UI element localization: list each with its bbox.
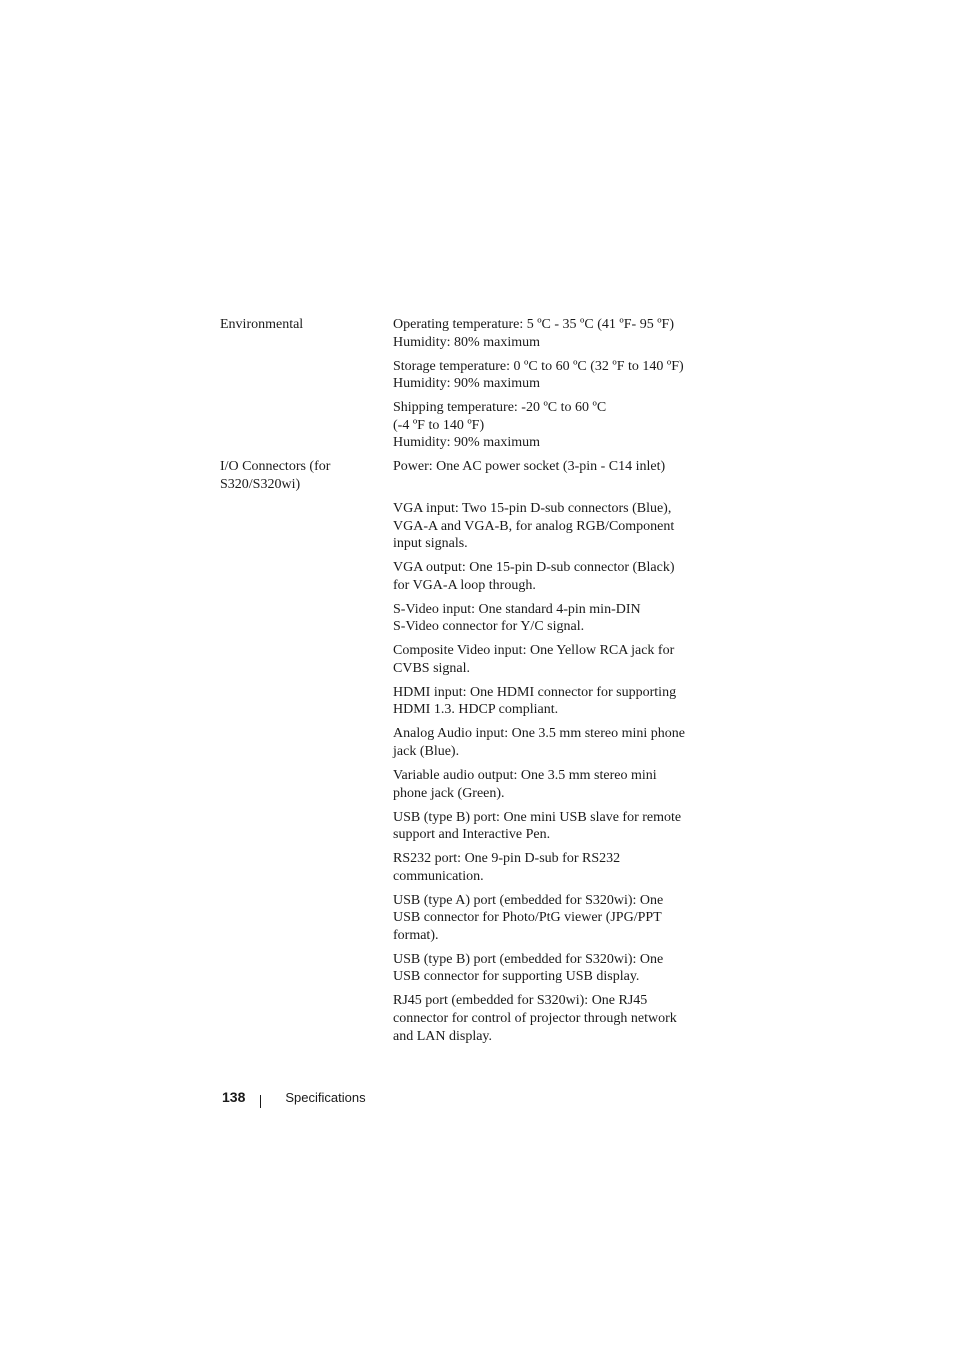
page-footer [222, 1088, 366, 1108]
spec-label-line: I/O Connectors (for [220, 459, 331, 475]
spec-line: CVBS signal. [393, 660, 471, 676]
spec-item [393, 316, 710, 351]
spec-line: phone jack (Green). [393, 785, 505, 801]
spec-label [220, 458, 393, 1051]
spec-line: Variable audio output: One 3.5 mm stereo mini [393, 767, 657, 783]
spec-item [393, 892, 710, 945]
spec-item [393, 399, 710, 452]
spec-item [393, 951, 710, 986]
spec-line: VGA input: Two 15-pin D-sub connectors (Blue), [393, 500, 672, 516]
page-number: 138 [222, 1089, 246, 1105]
spec-item [393, 559, 710, 594]
spec-row-io-connectors [220, 458, 710, 1051]
spec-item [393, 767, 710, 802]
spec-line: Power: One AC power socket (3-pin - C14 inlet) [393, 459, 666, 475]
spec-item [393, 358, 710, 393]
spec-item [393, 725, 710, 760]
spec-line: Analog Audio input: One 3.5 mm stereo mini phone [393, 726, 686, 742]
spec-line: Humidity: 90% maximum [393, 435, 540, 451]
spec-line: Shipping temperature: -20 ºC to 60 ºC [393, 400, 607, 416]
spec-line: VGA output: One 15-pin D-sub connector (Black) [393, 560, 675, 576]
spec-label-line: S320/S320wi) [220, 476, 301, 492]
spec-line: input signals. [393, 536, 468, 552]
spec-line: USB (type A) port (embedded for S320wi): One [393, 892, 664, 908]
spec-line: VGA-A and VGA-B, for analog RGB/Component [393, 518, 675, 534]
spec-line: support and Interactive Pen. [393, 827, 551, 843]
spec-values [393, 458, 710, 1051]
spec-line: S-Video connector for Y/C signal. [393, 619, 585, 635]
spec-line: jack (Blue). [393, 743, 460, 759]
spec-line: USB connector for Photo/PtG viewer (JPG/PPT [393, 910, 662, 926]
spec-line: Humidity: 90% maximum [393, 376, 540, 392]
spec-row-environmental [220, 316, 710, 458]
spec-label-line: Environmental [220, 317, 304, 332]
spec-line: Humidity: 80% maximum [393, 334, 540, 350]
spec-line: S-Video input: One standard 4-pin min-DIN [393, 601, 641, 617]
spec-line: USB (type B) port: One mini USB slave for remote [393, 809, 682, 825]
spec-item [393, 601, 710, 636]
spec-values [393, 316, 710, 458]
spec-line: HDMI input: One HDMI connector for supporting [393, 684, 677, 700]
spec-line: format). [393, 927, 439, 943]
spec-item [393, 684, 710, 719]
footer-divider [260, 1095, 261, 1108]
spec-line: Storage temperature: 0 ºC to 60 ºC (32 ºF to 140 ºF) [393, 358, 684, 374]
spec-item [393, 500, 710, 553]
spec-line: RS232 port: One 9-pin D-sub for RS232 [393, 851, 621, 867]
spec-line: and LAN display. [393, 1028, 493, 1044]
spec-line: HDMI 1.3. HDCP compliant. [393, 702, 559, 718]
spec-line: Composite Video input: One Yellow RCA jack for [393, 643, 675, 659]
spec-item [393, 642, 710, 677]
spec-line: Operating temperature: 5 ºC - 35 ºC (41 ºF- 95 ºF) [393, 317, 674, 332]
section-name: Specifications [285, 1090, 366, 1105]
spec-line: communication. [393, 868, 484, 884]
spec-line [393, 476, 710, 494]
spec-item [393, 850, 710, 885]
spec-line: USB (type B) port (embedded for S320wi): One [393, 951, 664, 967]
spec-item [393, 992, 710, 1045]
spec-item [393, 458, 710, 493]
spec-label [220, 316, 393, 458]
spec-line: connector for control of projector through network [393, 1011, 677, 1027]
spec-line: for VGA-A loop through. [393, 577, 536, 593]
spec-line: RJ45 port (embedded for S320wi): One RJ45 [393, 993, 648, 1009]
spec-item [393, 809, 710, 844]
spec-line: USB connector for supporting USB display. [393, 969, 640, 985]
spec-line: (-4 ºF to 140 ºF) [393, 417, 485, 433]
spec-table [220, 316, 710, 1052]
